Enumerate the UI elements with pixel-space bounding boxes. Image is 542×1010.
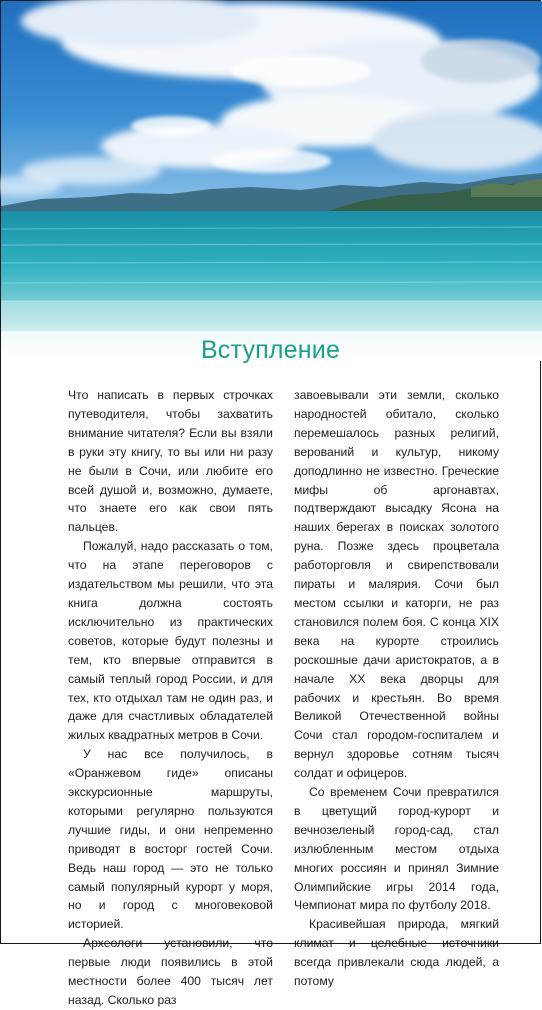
sea-landscape-image xyxy=(1,1,542,361)
paragraph: Археологи установили, что первые люди появились в этой местности более 400 тысяч лет назад. Сколько раз xyxy=(68,936,273,1007)
paragraph: Что написать в первых строчках путеводителя, чтобы захватить внимание читателя? Если вы взяли в руки эту книгу, то вы или ни разу не были в Сочи, или любите его всей душой и, возможно, думаете, что знаете его как свои пять пальцев. xyxy=(68,388,273,535)
paragraph: Красивейшая природа, мягкий климат и целебные источники всегда привлекали сюда людей, а потому xyxy=(294,917,499,989)
text-column-left xyxy=(68,386,273,1010)
paragraph: завоевывали эти земли, сколько народностей обитало, сколько перемешалось разных религий, верований и культур, никому доподлинно не известно. Греческие мифы об аргонавтах, подтверждают высадку Ясона на наших берегах в поисках золотого руна. Позже здесь процветала работорговля и свирепствовали пираты и малярия. Сочи был местом ссылки и каторги, не раз становился полем боя. С конца XIX века на курорте строились роскошные дачи аристократов, а в начале XX века дворцы для рабочих и крестьян. Во время Великой Отечественной войны Сочи стал городом-госпиталем и вернул здоровье сотням тысяч солдат и офицеров. xyxy=(294,388,499,781)
paragraph: У нас все получилось, в «Оранжевом гиде» описаны экскурсионные маршруты, которыми регулярно пользуются лучшие гиды, и они непременно приводят в восторг гостей Сочи. Ведь наш город — это не только самый популярный курорт у моря, но и город с многовековой историей. xyxy=(68,747,273,932)
paragraph: Со временем Сочи превратился в цветущий город-курорт и вечнозеленый город-сад, стал излюбленным местом отдыха многих россиян и принял Зимние Олимпийские игры 2014 года, Чемпионат мира по футболу 2018. xyxy=(294,785,499,913)
text-column-right xyxy=(294,386,499,991)
page-title: Вступление xyxy=(200,336,341,364)
sea-sky-photo xyxy=(1,1,542,361)
paragraph: Пожалуй, надо рассказать о том, что на этапе переговоров с издательством мы решили, что эта книга должна состоять исключительно из практических советов, которые будут полезны и тем, кто впервые отправится в самый теплый город России, и для тех, кто отдыхал там не один раз, и даже для счастливых обладателей жилых квадратных метров в Сочи. xyxy=(68,539,273,743)
